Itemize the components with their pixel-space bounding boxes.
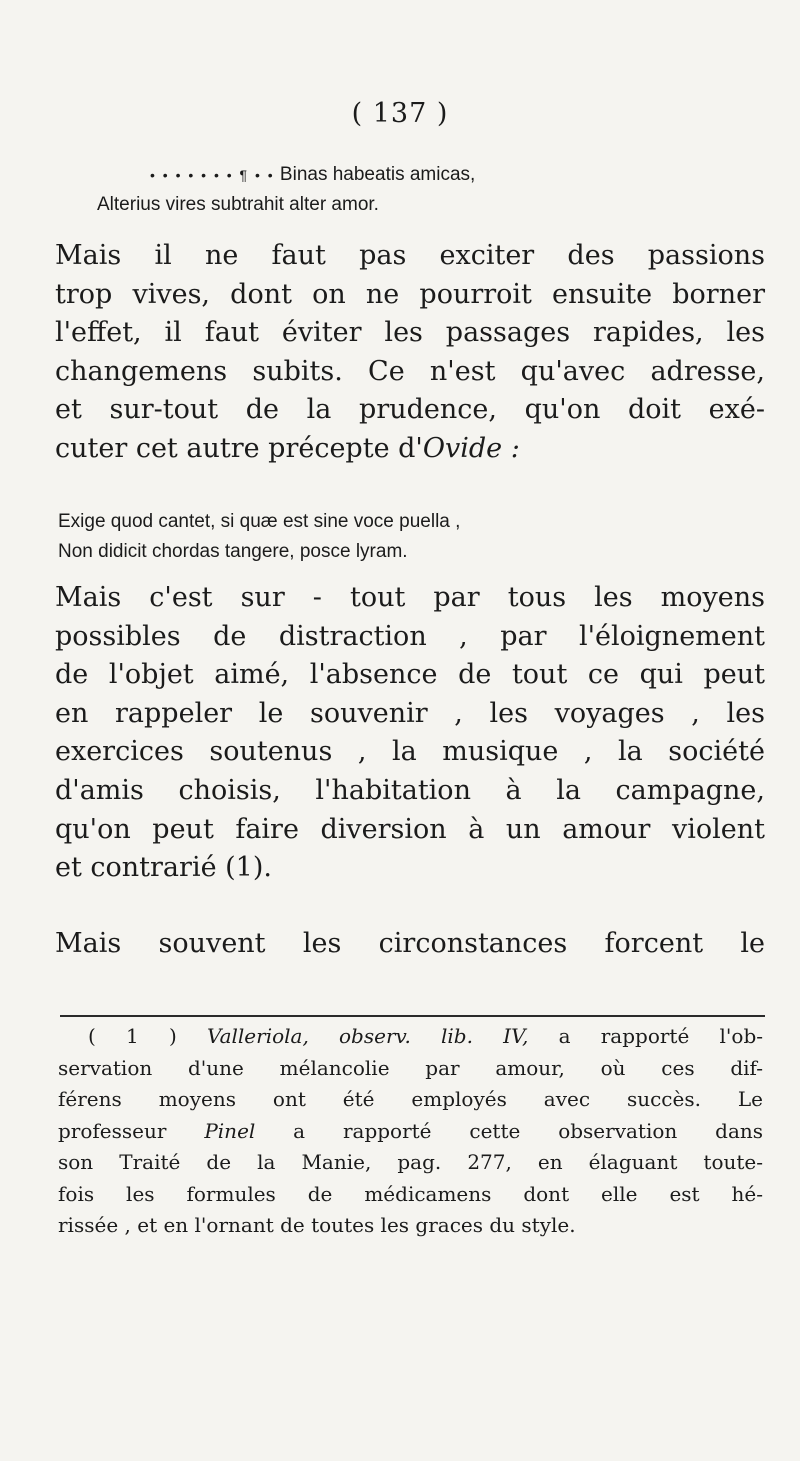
citation-valleriola: Valleriola, observ. lib. IV, (206, 1024, 529, 1048)
footnote-text: professeur (58, 1118, 167, 1143)
latin-quote-line-2: Non didicit chordas tangere, posce lyram. (58, 541, 408, 562)
paragraph-line (55, 430, 765, 469)
paragraph-3 (55, 925, 765, 964)
footnote-divider (60, 1015, 765, 1017)
paragraph-line: Mais c'est sur - tout par tous les moyens (55, 582, 765, 613)
paragraph-line: exercices soutenus , la musique , la société (55, 736, 765, 768)
footnote-line: fois les formules de médicamens dont elle est hé- (58, 1181, 763, 1206)
author-name-ovide: Ovide : (422, 432, 520, 464)
verse-text-1: Binas habeatis amicas, (279, 164, 476, 185)
footnote-line: son Traité de la Manie, pag. 277, en élaguant toute- (58, 1150, 763, 1174)
footnote-marker: ( 1 ) (88, 1024, 177, 1048)
page-number: ( 137 ) (351, 98, 449, 129)
footnote-line (58, 1116, 763, 1148)
footnote-line (58, 1021, 763, 1053)
paragraph-text: cuter cet autre précepte d' (55, 432, 423, 464)
paragraph-line: en rappeler le souvenir , les voyages , les (55, 697, 765, 729)
paragraph-line: d'amis choisis, l'habitation à la campagne, (55, 774, 765, 806)
footnote-line: férens moyens ont été employés avec succès. Le (58, 1087, 763, 1111)
paragraph-1 (55, 237, 765, 469)
paragraph-line: l'effet, il faut éviter les passages rapides, les (55, 317, 765, 349)
paragraph-line: et contrarié (1). (55, 852, 272, 884)
paragraph-line: et sur-tout de la prudence, qu'on doit exé- (55, 394, 765, 426)
paragraph-2 (55, 579, 765, 888)
latin-quote-line-1: Exige quod cantet, si quæ est sine voce puella , (58, 511, 461, 532)
paragraph-line: trop vives, dont on ne pourroit ensuite borner (55, 278, 765, 310)
paragraph-line: de l'objet aimé, l'absence de tout ce qui peut (55, 659, 765, 691)
paragraph-line: possibles de distraction , par l'éloignement (55, 620, 765, 652)
ellipsis-dots: • • • • • • • ¶ • • (150, 167, 275, 183)
author-name-pinel: Pinel (204, 1118, 256, 1143)
paragraph-line: changemens subits. Ce n'est qu'avec adresse, (55, 355, 765, 387)
footnote-line: servation d'une mélancolie par amour, où ces dif- (58, 1055, 763, 1080)
paragraph-line: Mais souvent les circonstances forcent le (55, 928, 765, 959)
verse-line-2: Alterius vires subtrahit alter amor. (97, 194, 379, 215)
verse-line-1 (95, 160, 735, 190)
footnote-text: a rapporté l'ob- (558, 1024, 764, 1048)
footnote-text: a rapporté cette observation dans (293, 1118, 764, 1143)
paragraph-line: qu'on peut faire diversion à un amour violent (55, 813, 765, 845)
footnote (58, 1021, 763, 1242)
footnote-line: rissée , et en l'ornant de toutes les graces du style. (58, 1213, 576, 1237)
paragraph-line: Mais il ne faut pas exciter des passions (55, 240, 765, 271)
